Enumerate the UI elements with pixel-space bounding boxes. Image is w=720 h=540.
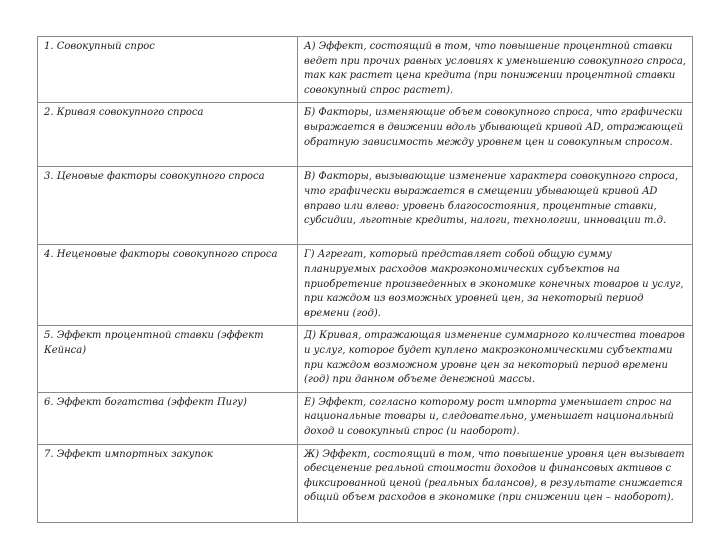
term-cell: 1. Совокупный спрос	[38, 37, 298, 103]
definition-cell: Б) Факторы, изменяющие объем совокупного спроса, что графически выражается в движении вдоль убывающей кривой AD, отражающей обратную зависимость между уровнем цен и совокупным спросом.	[298, 103, 693, 167]
definition-cell: Д) Кривая, отражающая изменение суммарного количества товаров и услуг, которое будет куплено макроэкономическими субъектами при каждом возможном уровне цен за некоторый период времени (год) при данном объеме денежной массы.	[298, 326, 693, 392]
term-cell: 3. Ценовые факторы совокупного спроса	[38, 167, 298, 245]
table-row	[38, 245, 693, 326]
matching-table	[37, 36, 693, 523]
table-row	[38, 392, 693, 444]
term-cell: 4. Неценовые факторы совокупного спроса	[38, 245, 298, 326]
definition-cell: В) Факторы, вызывающие изменение характера совокупного спроса, что графически выражается в смещении убывающей кривой AD вправо или влево: уровень благосостояния, процентные ставки, субсидии, льготные кредиты, налоги, технологии, инновации т.д.	[298, 167, 693, 245]
definition-cell: Ж) Эффект, состоящий в том, что повышение уровня цен вызывает обесценение реальной стоимости доходов и финансовых активов с фиксированной ценой (реальных балансов), в результате снижается общий объем расходов в экономике (при снижении цен – наоборот).	[298, 444, 693, 522]
table-row	[38, 326, 693, 392]
table-row	[38, 167, 693, 245]
table-row	[38, 444, 693, 522]
definition-cell: Г) Агрегат, который представляет собой общую сумму планируемых расходов макроэкономических субъектов на приобретение произведенных в экономике конечных товаров и услуг, при каждом из возможных уровней цен, за некоторый период времени (год).	[298, 245, 693, 326]
table-row	[38, 37, 693, 103]
definition-cell: А) Эффект, состоящий в том, что повышение процентной ставки ведет при прочих равных условиях к уменьшению совокупного спроса, так как растет цена кредита (при понижении процентной ставки совокупный спрос растет).	[298, 37, 693, 103]
definition-cell: Е) Эффект, согласно которому рост импорта уменьшает спрос на национальные товары и, следовательно, уменьшает национальный доход и совокупный спрос (и наоборот).	[298, 392, 693, 444]
term-cell: 2. Кривая совокупного спроса	[38, 103, 298, 167]
term-cell: 6. Эффект богатства (эффект Пигу)	[38, 392, 298, 444]
matching-table-container	[37, 36, 686, 523]
term-cell: 5. Эффект процентной ставки (эффект Кейнса)	[38, 326, 298, 392]
term-cell: 7. Эффект импортных закупок	[38, 444, 298, 522]
table-row	[38, 103, 693, 167]
